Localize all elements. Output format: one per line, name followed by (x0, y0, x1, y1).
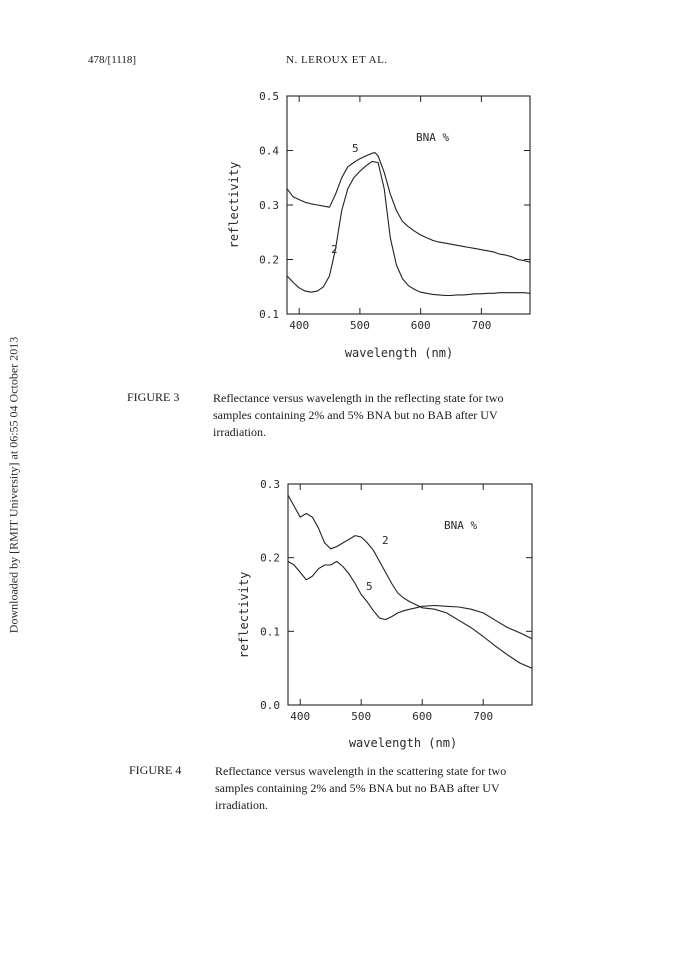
figure-3-caption-line: Reflectance versus wavelength in the reflecting state for two (213, 391, 504, 405)
legend-title: BNA % (444, 519, 478, 532)
series-label-5: 5 (366, 580, 373, 593)
series-line-2 (288, 495, 532, 668)
legend-title: BNA % (416, 131, 450, 144)
figure-4-label: FIGURE 4 (129, 763, 182, 777)
x-tick-label: 400 (289, 319, 310, 332)
x-tick-label: 700 (473, 710, 494, 723)
running-head: N. LEROUX ET AL. (286, 54, 388, 66)
figure-4-caption-line: samples containing 2% and 5% BNA but no BAB after UV (215, 781, 500, 795)
x-tick-label: 500 (351, 710, 372, 723)
figure-3-caption-line: samples containing 2% and 5% BNA but no BAB after UV (213, 408, 498, 422)
y-tick-label: 0.1 (260, 625, 280, 639)
y-tick-label: 0.3 (260, 478, 280, 491)
x-tick-label: 700 (471, 319, 492, 332)
watermark-text: Downloaded by [RMIT University] at 06:55 04 October 2013 (6, 336, 21, 634)
x-tick-label: 400 (290, 710, 311, 723)
page-number: 478/[1118] (88, 54, 137, 66)
plot-frame (288, 484, 532, 705)
y-tick-label: 0.3 (259, 199, 279, 212)
y-axis-label: reflectivity (227, 161, 241, 249)
figure-4-caption-line: Reflectance versus wavelength in the scattering state for two (215, 764, 507, 778)
x-axis-label: wavelength (nm) (344, 346, 454, 360)
figure-3-caption-line: irradiation. (213, 425, 266, 439)
series-line-5 (288, 561, 532, 638)
y-tick-label: 0.1 (259, 308, 279, 321)
series-label-5: 5 (352, 142, 359, 155)
series-label-2: 2 (331, 243, 338, 256)
figure-3-label: FIGURE 3 (127, 390, 180, 404)
y-tick-label: 0.2 (259, 253, 279, 267)
x-axis-label: wavelength (nm) (348, 736, 458, 750)
x-tick-label: 600 (410, 319, 431, 332)
figure-4-caption-line: irradiation. (215, 798, 268, 812)
y-tick-label: 0.0 (260, 699, 280, 712)
figure-3-caption (213, 390, 504, 441)
y-axis-label: reflectivity (237, 571, 251, 659)
y-tick-label: 0.2 (260, 551, 280, 565)
y-tick-label: 0.5 (259, 90, 279, 103)
figure-4-caption (215, 763, 506, 814)
series-label-2: 2 (382, 534, 389, 547)
x-tick-label: 500 (349, 319, 370, 332)
y-tick-label: 0.4 (259, 144, 279, 158)
x-tick-label: 600 (412, 710, 433, 723)
